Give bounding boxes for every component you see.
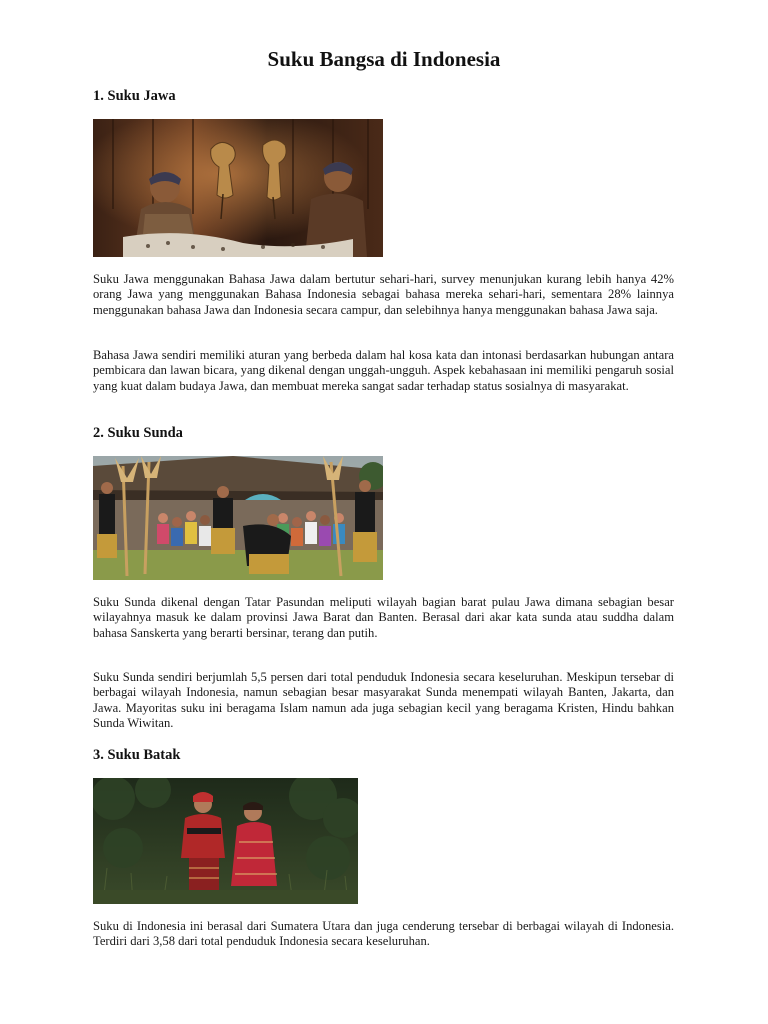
section-heading-suku-sunda: 2. Suku Sunda bbox=[93, 425, 183, 441]
paragraph-sunda-2: Suku Sunda sendiri berjumlah 5,5 persen dari total penduduk Indonesia secara keseluruhan. Meskipun tersebar di berbagai wilayah Indonesia, namun sebagian besar masyarakat Sunda menempati wilayah Banten, Jakarta, dan Jawa. Mayoritas suku ini beragama Islam namun ada juga sebagian kecil yang beragama Kristen, Hindu bahkan Sunda Wiwitan. bbox=[93, 670, 674, 730]
batak-couple-photo bbox=[93, 778, 358, 904]
document-title: Suku Bangsa di Indonesia bbox=[267, 47, 501, 71]
paragraph-jawa-2: Bahasa Jawa sendiri memiliki aturan yang berbeda dalam hal kosa kata dan intonasi berdasarkan hubungan antara pembicara dan lawan bicara, yang dikenal dengan unggah-ungguh. Aspek kebahasaan ini memiliki pengaruh sosial yang kuat dalam budaya Jawa, dan membuat mereka sangat sadar terhadap status sosialnya di masyarakat. bbox=[93, 348, 674, 393]
section-heading-suku-jawa: 1. Suku Jawa bbox=[93, 88, 176, 104]
wayang-kulit-photo bbox=[93, 119, 383, 257]
paragraph-jawa-1: Suku Jawa menggunakan Bahasa Jawa dalam bertutur sehari-hari, survey menunjukan kurang lebih hanya 42% orang Jawa yang menggunakan Bahasa Indonesia sebagai bahasa mereka sehari-hari, sementara 28% lainnya menggunakan bahasa Jawa dan Indonesia secara campur, dan selebihnya hanya menggunakan bahasa Jawa saja. bbox=[93, 272, 674, 317]
paragraph-sunda-1: Suku Sunda dikenal dengan Tatar Pasundan meliputi wilayah bagian barat pulau Jawa dimana sebagian besar wilayahnya masuk ke dalam provinsi Jawa Barat dan Banten. Berasal dari akar kata sunda atau suddha dalam bahasa Sanskerta yang berarti bersinar, terang dan putih. bbox=[93, 595, 674, 640]
section-heading-suku-batak: 3. Suku Batak bbox=[93, 747, 181, 763]
paragraph-batak-1: Suku di Indonesia ini berasal dari Sumatera Utara dan juga cenderung tersebar di berbagai wilayah di Indonesia. Terdiri dari 3,58 dari total penduduk Indonesia secara keseluruhan. bbox=[93, 919, 674, 949]
sundanese-performance-photo bbox=[93, 456, 383, 580]
